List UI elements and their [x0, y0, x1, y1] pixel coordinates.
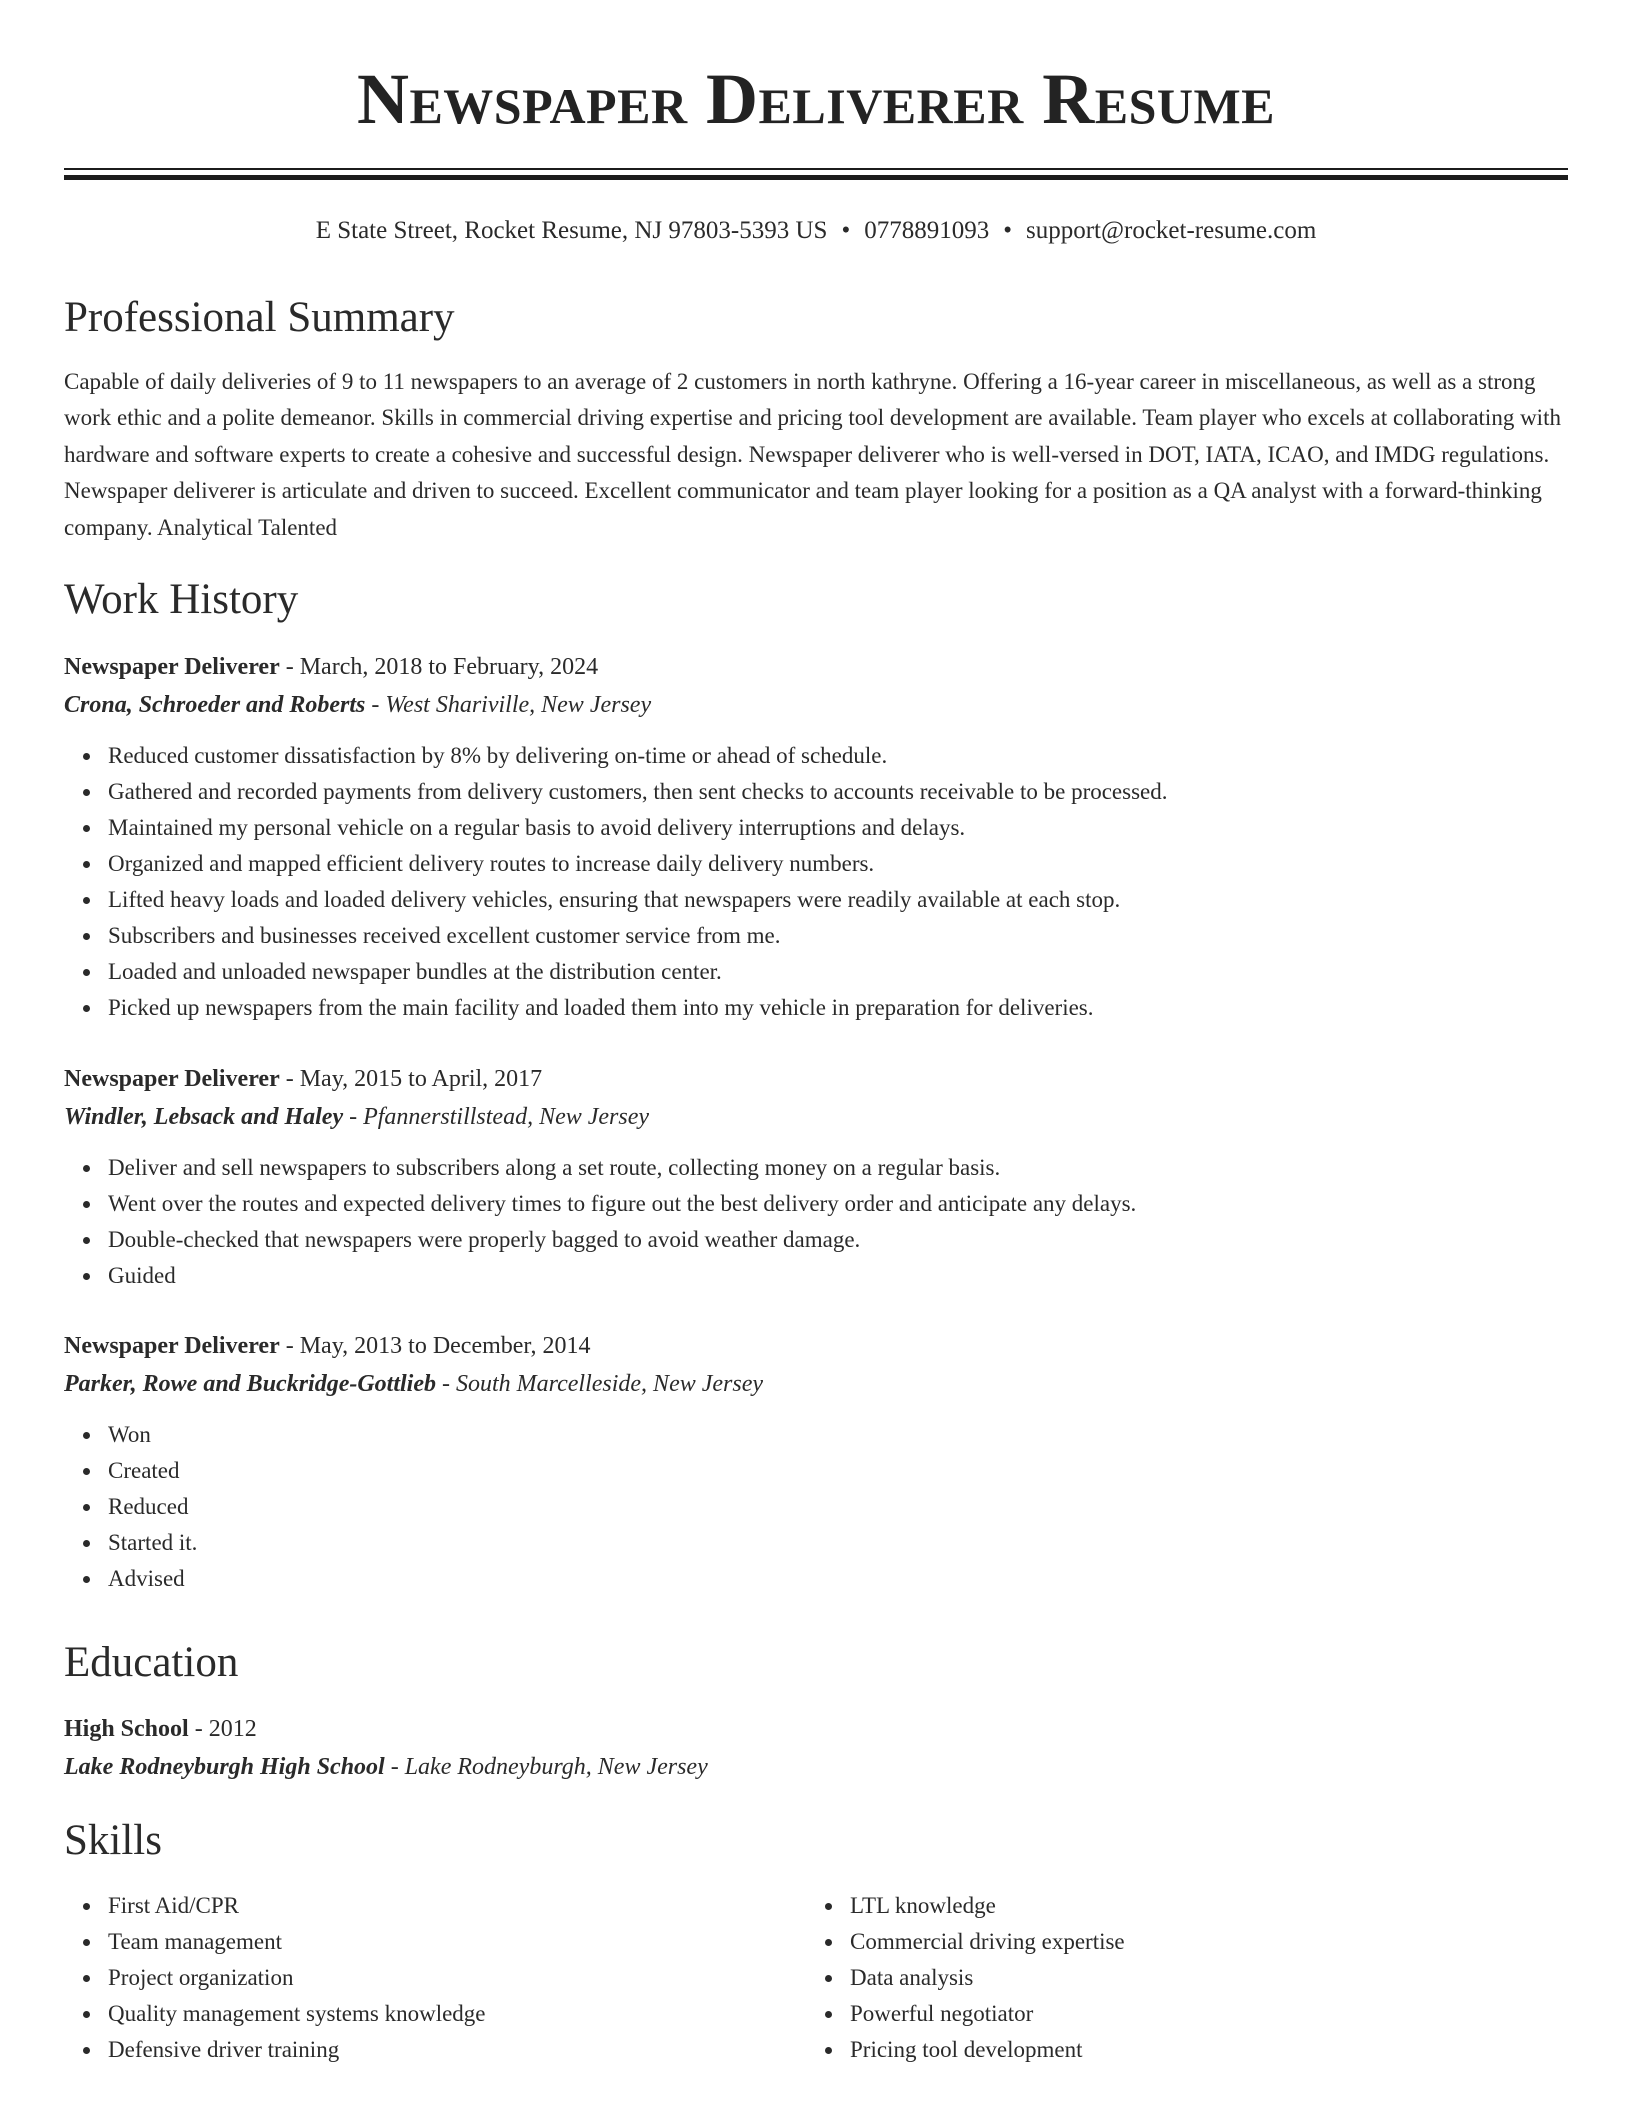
list-item: Double-checked that newspapers were properly bagged to avoid weather damage.: [108, 1222, 1568, 1258]
skills-column-left: [64, 1888, 486, 2068]
job-company: Crona, Schroeder and Roberts: [64, 692, 366, 718]
contact-line: [64, 214, 1568, 248]
list-item: Created: [108, 1453, 1568, 1489]
job-title: Newspaper Deliverer: [64, 1333, 280, 1359]
job-location: - South Marcelleside, New Jersey: [436, 1371, 764, 1397]
skill-item: Powerful negotiator: [850, 1996, 1125, 2032]
job-company: Windler, Lebsack and Haley: [64, 1104, 344, 1130]
list-item: Organized and mapped efficient delivery routes to increase daily delivery numbers.: [108, 846, 1568, 882]
list-item: Gathered and recorded payments from delivery customers, then sent checks to accounts receivable to be processed.: [108, 774, 1568, 810]
education-location: - Lake Rodneyburgh, New Jersey: [384, 1754, 708, 1780]
skill-item: Quality management systems knowledge: [108, 1996, 486, 2032]
summary-text: Capable of daily deliveries of 9 to 11 newspapers to an average of 2 customers in north kathryne. Offering a 16-year career in miscellaneous, as well as a strong work ethic and a polite demeanor. Skills in commercial driving expertise and pricing tool development are available. Team player who excels at collaborating with hardware and software experts to create a cohesive and successful design. Newspaper deliverer who is well-versed in DOT, IATA, ICAO, and IMDG regulations. Newspaper deliverer is articulate and driven to succeed. Excellent communicator and team player looking for a position as a QA analyst with a forward-thinking company. Analytical Talented: [64, 369, 1561, 540]
skill-item: Project organization: [108, 1960, 486, 1996]
job-location: - West Shariville, New Jersey: [365, 692, 652, 718]
job-title: Newspaper Deliverer: [64, 654, 280, 680]
job-company: Parker, Rowe and Buckridge-Gottlieb: [64, 1371, 436, 1397]
title-divider-thin: [64, 168, 1568, 170]
title-divider-thick: [64, 175, 1568, 180]
job-title-line: [64, 648, 1568, 686]
list-item: Subscribers and businesses received excellent customer service from me.: [108, 918, 1568, 954]
skill-item: Commercial driving expertise: [850, 1924, 1125, 1960]
list-item: Loaded and unloaded newspaper bundles at the distribution center.: [108, 954, 1568, 990]
job-location: - Pfannerstillstead, New Jersey: [343, 1104, 650, 1130]
job-entry: [64, 648, 1568, 1026]
list-item: Went over the routes and expected delivery times to figure out the best delivery order and anticipate any delays.: [108, 1186, 1568, 1222]
education-school-line: [64, 1748, 1568, 1786]
list-item: Reduced customer dissatisfaction by 8% by delivering on-time or ahead of schedule.: [108, 738, 1568, 774]
list-item: Advised: [108, 1561, 1568, 1597]
skills-heading: Skills: [64, 1817, 162, 1864]
education-degree: High School: [64, 1716, 189, 1742]
job-title: Newspaper Deliverer: [64, 1066, 280, 1092]
document-title: Newspaper Deliverer Resume: [356, 59, 1276, 139]
job-company-line: [64, 1098, 1568, 1136]
skill-item: Team management: [108, 1924, 486, 1960]
contact-phone: 0778891093: [864, 217, 990, 244]
list-item: Deliver and sell newspapers to subscribers along a set route, collecting money on a regular basis.: [108, 1150, 1568, 1186]
job-title-line: [64, 1060, 1568, 1098]
job-dates: - May, 2013 to December, 2014: [279, 1333, 591, 1359]
job-dates: - March, 2018 to February, 2024: [279, 654, 599, 680]
job-duties-list: [64, 1150, 1568, 1294]
education-year: - 2012: [188, 1716, 257, 1742]
resume-page: [64, 0, 1568, 2062]
skill-item: Data analysis: [850, 1960, 1125, 1996]
education-entry: [64, 1710, 1568, 1786]
list-item: Started it.: [108, 1525, 1568, 1561]
list-item: Guided: [108, 1258, 1568, 1294]
job-entry: [64, 1060, 1568, 1294]
education-heading: Education: [64, 1639, 239, 1686]
list-item: Lifted heavy loads and loaded delivery vehicles, ensuring that newspapers were readily available at each stop.: [108, 882, 1568, 918]
skill-item: LTL knowledge: [850, 1888, 1125, 1924]
job-entry: [64, 1327, 1568, 1597]
education-degree-line: [64, 1710, 1568, 1748]
job-duties-list: [64, 738, 1568, 1026]
work-history-heading: Work History: [64, 576, 299, 623]
skill-item: Pricing tool development: [850, 2032, 1125, 2068]
contact-address: E State Street, Rocket Resume, NJ 97803-5393 US: [315, 217, 828, 244]
skill-item: First Aid/CPR: [108, 1888, 486, 1924]
job-title-line: [64, 1327, 1568, 1365]
contact-email: support@rocket-resume.com: [1025, 217, 1317, 244]
job-dates: - May, 2015 to April, 2017: [279, 1066, 543, 1092]
list-item: Picked up newspapers from the main facility and loaded them into my vehicle in preparation for deliveries.: [108, 990, 1568, 1026]
summary-heading: Professional Summary: [64, 294, 455, 341]
education-school: Lake Rodneyburgh High School: [64, 1754, 385, 1780]
list-item: Maintained my personal vehicle on a regular basis to avoid delivery interruptions and delays.: [108, 810, 1568, 846]
list-item: Won: [108, 1417, 1568, 1453]
job-company-line: [64, 1365, 1568, 1403]
contact-separator: •: [841, 217, 851, 244]
job-company-line: [64, 686, 1568, 724]
list-item: Reduced: [108, 1489, 1568, 1525]
skill-item: Defensive driver training: [108, 2032, 486, 2068]
skills-column-right: [806, 1888, 1125, 2068]
job-duties-list: [64, 1417, 1568, 1597]
contact-separator: •: [1003, 217, 1012, 244]
